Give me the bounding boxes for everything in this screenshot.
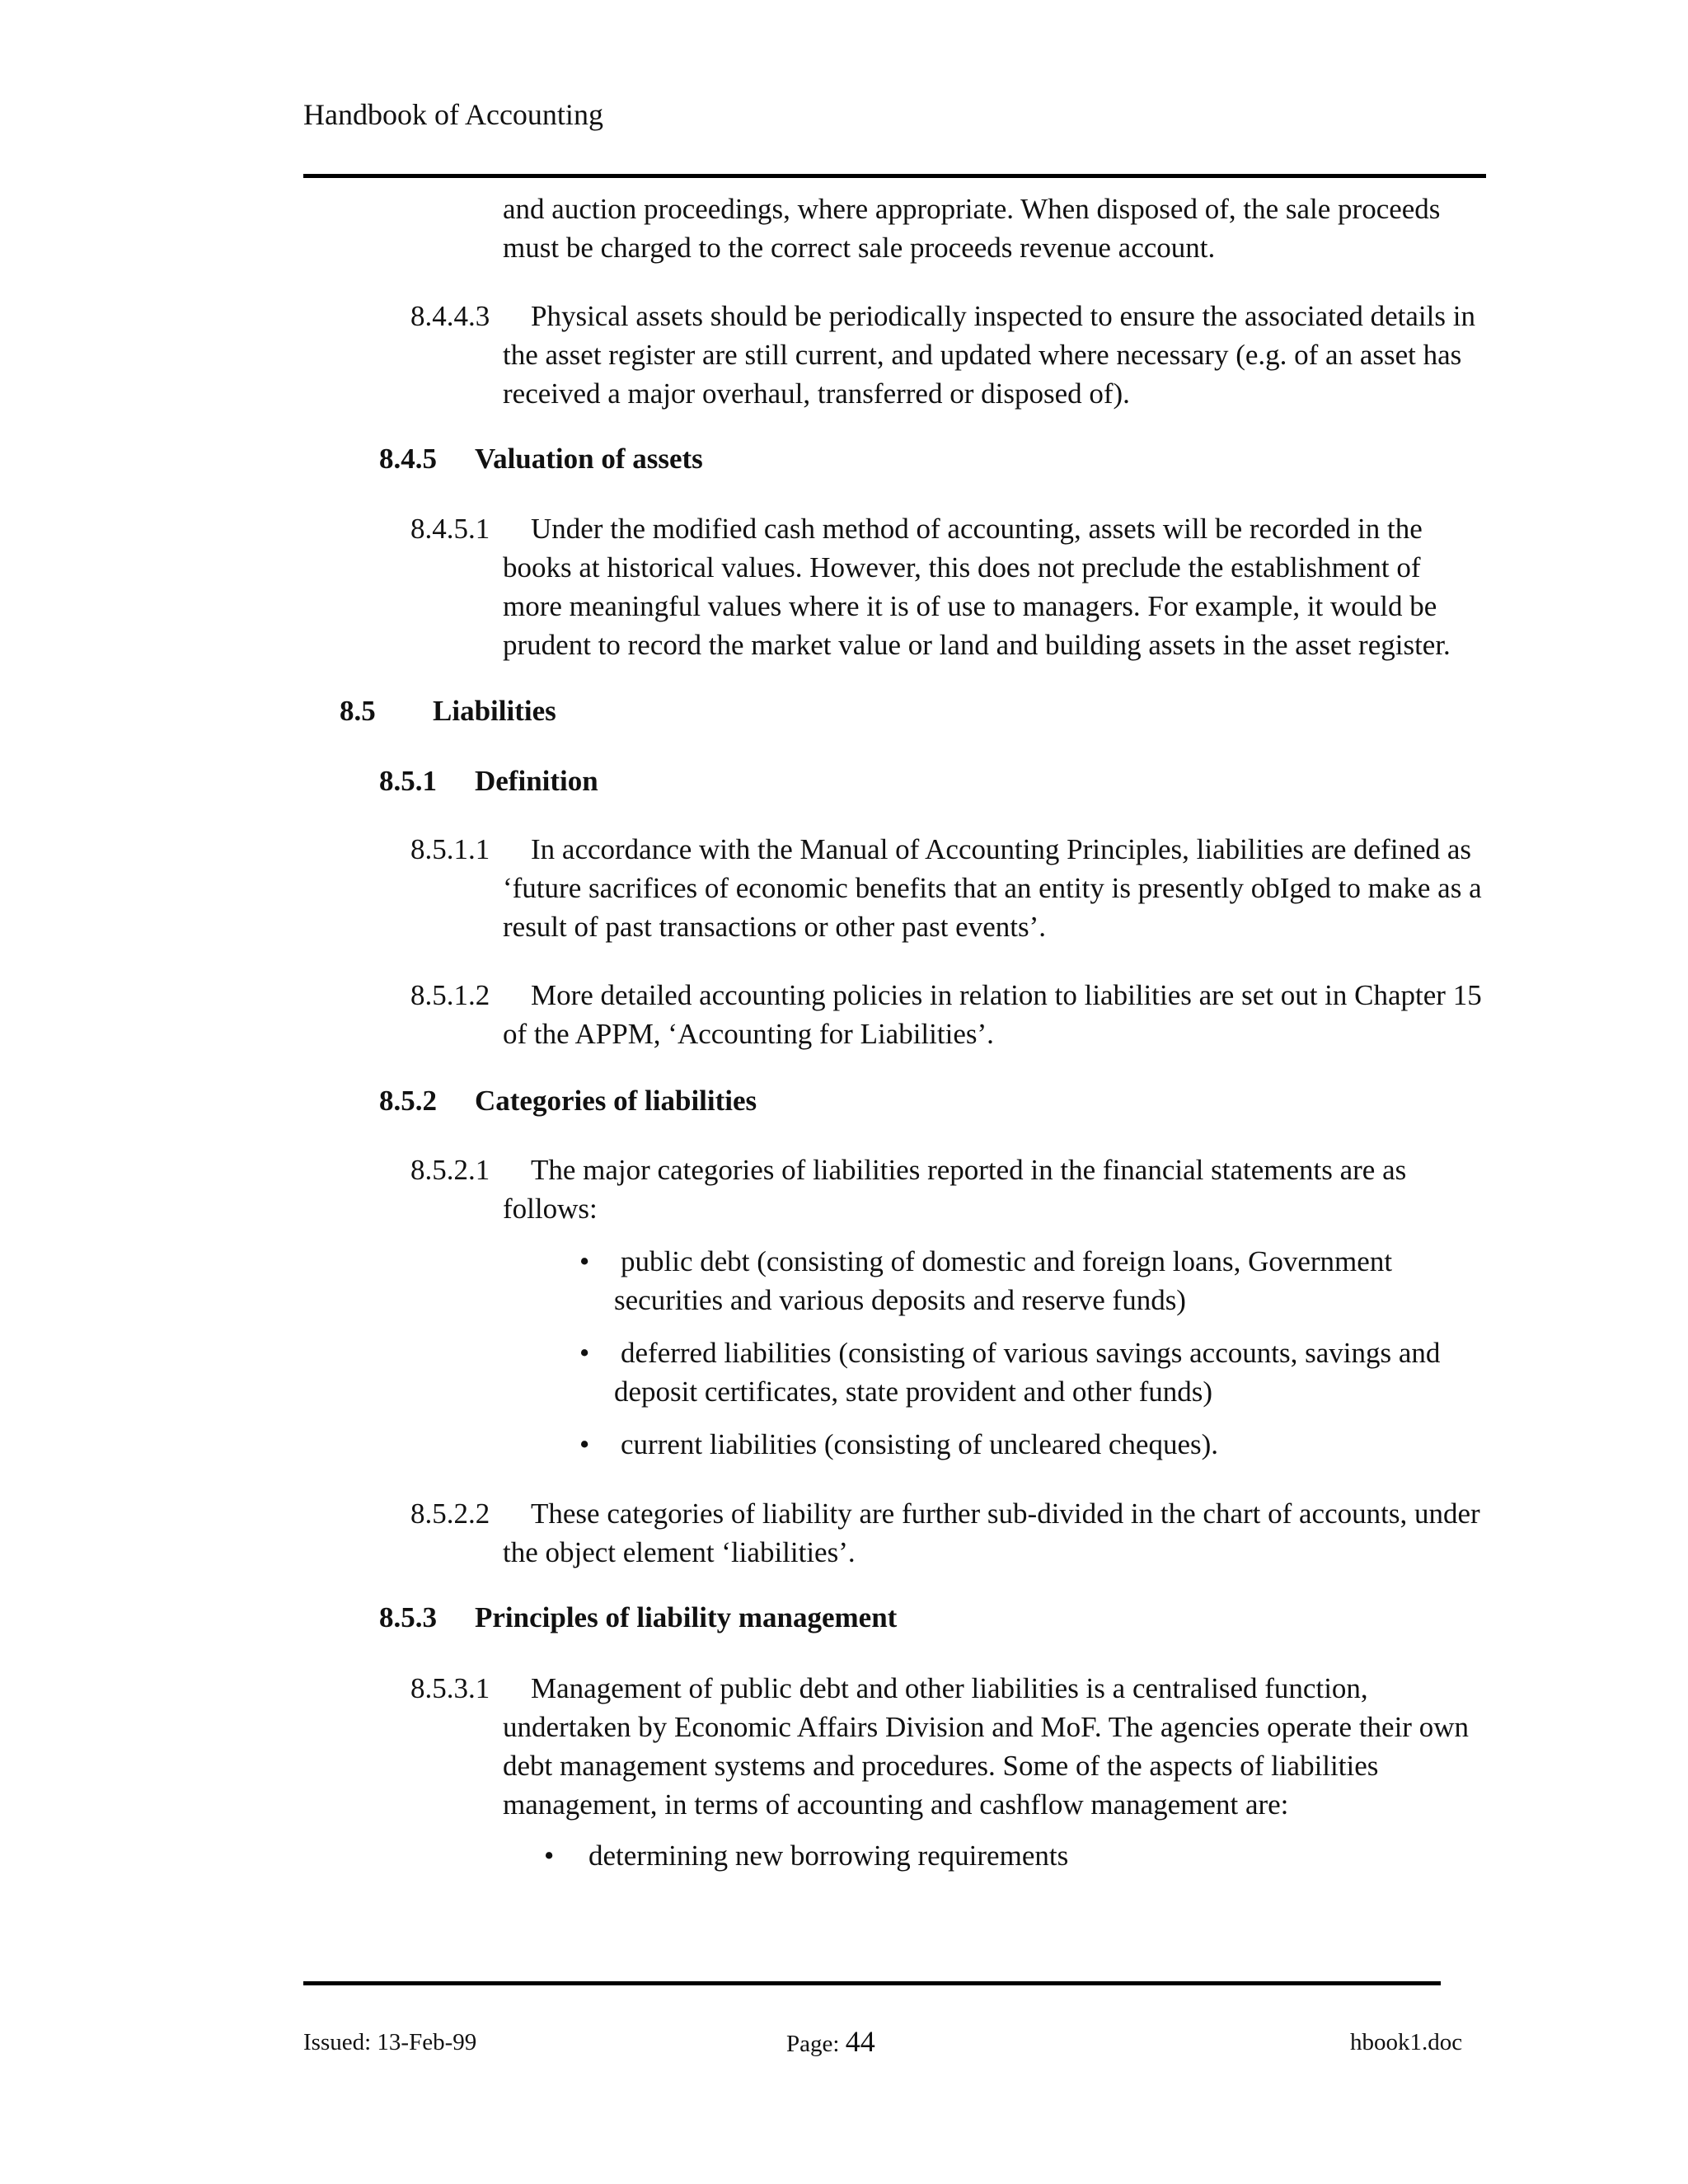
page-label: Page: bbox=[786, 2031, 846, 2057]
paragraph-8-5-1-1 bbox=[410, 830, 1498, 946]
heading-title: Principles of liability management bbox=[475, 1601, 898, 1633]
bullet-icon: • bbox=[579, 1245, 590, 1277]
text-line: follows: bbox=[503, 1193, 598, 1225]
list-item bbox=[579, 1425, 1218, 1464]
heading-8-5-1 bbox=[379, 765, 598, 798]
bullet-icon: • bbox=[579, 1337, 590, 1369]
page-number: 44 bbox=[845, 2025, 875, 2058]
text-line: determining new borrowing requirements bbox=[588, 1840, 1069, 1872]
text-line: debt management systems and procedures. Some of the aspects of liabilities bbox=[503, 1750, 1379, 1782]
paragraph-number: 8.5.1.2 bbox=[410, 979, 490, 1011]
heading-title: Liabilities bbox=[433, 695, 556, 727]
paragraph-number: 8.5.2.2 bbox=[410, 1497, 490, 1530]
heading-8-5-2 bbox=[379, 1085, 757, 1118]
paragraph-8-4-5-1 bbox=[410, 509, 1498, 664]
list-item bbox=[579, 1242, 1392, 1319]
list-item bbox=[544, 1836, 1068, 1875]
heading-number: 8.5.2 bbox=[379, 1085, 437, 1117]
text-line: management, in terms of accounting and cashflow management are: bbox=[503, 1788, 1289, 1821]
paragraph-8-5-1-2 bbox=[410, 976, 1498, 1053]
text-line: Management of public debt and other liabilities is a centralised function, bbox=[531, 1672, 1368, 1704]
bullet-icon: • bbox=[579, 1428, 590, 1460]
text-line: In accordance with the Manual of Accounting Principles, liabilities are defined as bbox=[531, 833, 1472, 865]
text-line: These categories of liability are further sub-divided in the chart of accounts, under bbox=[531, 1497, 1480, 1530]
heading-8-5 bbox=[340, 695, 556, 728]
text-line: and auction proceedings, where appropriate. When disposed of, the sale proceeds bbox=[503, 193, 1441, 225]
paragraph-number: 8.5.3.1 bbox=[410, 1672, 490, 1704]
header-rule bbox=[303, 174, 1486, 178]
text-line: The major categories of liabilities reported in the financial statements are as bbox=[531, 1154, 1407, 1186]
paragraph-number: 8.5.2.1 bbox=[410, 1154, 490, 1186]
text-line: Physical assets should be periodically inspected to ensure the associated details in bbox=[531, 300, 1475, 332]
text-line: securities and various deposits and reserve funds) bbox=[614, 1284, 1186, 1316]
footer-page bbox=[786, 2024, 875, 2059]
footer-filename: hbook1.doc bbox=[1350, 2029, 1463, 2055]
text-line: books at historical values. However, this does not preclude the establishment of bbox=[503, 551, 1421, 583]
text-line: More detailed accounting policies in relation to liabilities are set out in Chapter 15 bbox=[531, 979, 1482, 1011]
heading-title: Valuation of assets bbox=[475, 443, 703, 475]
text-line: prudent to record the market value or land and building assets in the asset register. bbox=[503, 629, 1451, 661]
text-line: current liabilities (consisting of uncleared cheques). bbox=[621, 1428, 1219, 1460]
text-line: more meaningful values where it is of use to managers. For example, it would be bbox=[503, 590, 1437, 622]
paragraph-number: 8.5.1.1 bbox=[410, 833, 490, 865]
heading-title: Definition bbox=[475, 765, 598, 797]
paragraph-8-5-2-1 bbox=[410, 1151, 1498, 1228]
continuation-paragraph bbox=[503, 190, 1440, 267]
text-line: of the APPM, ‘Accounting for Liabilities’. bbox=[503, 1018, 994, 1050]
heading-title: Categories of liabilities bbox=[475, 1085, 757, 1117]
paragraph-8-5-2-2 bbox=[410, 1494, 1498, 1572]
heading-number: 8.5 bbox=[340, 695, 376, 727]
header-title: Handbook of Accounting bbox=[303, 98, 603, 131]
text-line: deposit certificates, state provident and other funds) bbox=[614, 1376, 1213, 1408]
text-line: ‘future sacrifices of economic benefits that an entity is presently obIged to make as a bbox=[503, 872, 1482, 904]
heading-number: 8.4.5 bbox=[379, 443, 437, 475]
heading-8-5-3 bbox=[379, 1601, 897, 1634]
paragraph-8-5-3-1 bbox=[410, 1669, 1498, 1824]
paragraph-number: 8.4.5.1 bbox=[410, 513, 490, 545]
text-line: the object element ‘liabilities’. bbox=[503, 1536, 856, 1568]
heading-8-4-5 bbox=[379, 443, 703, 476]
text-line: must be charged to the correct sale proceeds revenue account. bbox=[503, 232, 1216, 264]
paragraph-number: 8.4.4.3 bbox=[410, 300, 490, 332]
text-line: result of past transactions or other past events’. bbox=[503, 911, 1046, 943]
text-line: received a major overhaul, transferred or disposed of). bbox=[503, 377, 1130, 410]
bullet-icon: • bbox=[544, 1840, 555, 1872]
paragraph-8-4-4-3 bbox=[410, 297, 1498, 413]
text-line: deferred liabilities (consisting of various savings accounts, savings and bbox=[621, 1337, 1441, 1369]
footer-issued: Issued: 13-Feb-99 bbox=[303, 2029, 477, 2055]
text-line: the asset register are still current, and updated where necessary (e.g. of an asset has bbox=[503, 339, 1462, 371]
text-line: undertaken by Economic Affairs Division and MoF. The agencies operate their own bbox=[503, 1711, 1469, 1743]
list-item bbox=[579, 1333, 1440, 1411]
text-line: Under the modified cash method of accounting, assets will be recorded in the bbox=[531, 513, 1423, 545]
text-line: public debt (consisting of domestic and foreign loans, Government bbox=[621, 1245, 1393, 1277]
heading-number: 8.5.1 bbox=[379, 765, 437, 797]
footer-rule bbox=[303, 1981, 1441, 1985]
heading-number: 8.5.3 bbox=[379, 1601, 437, 1633]
